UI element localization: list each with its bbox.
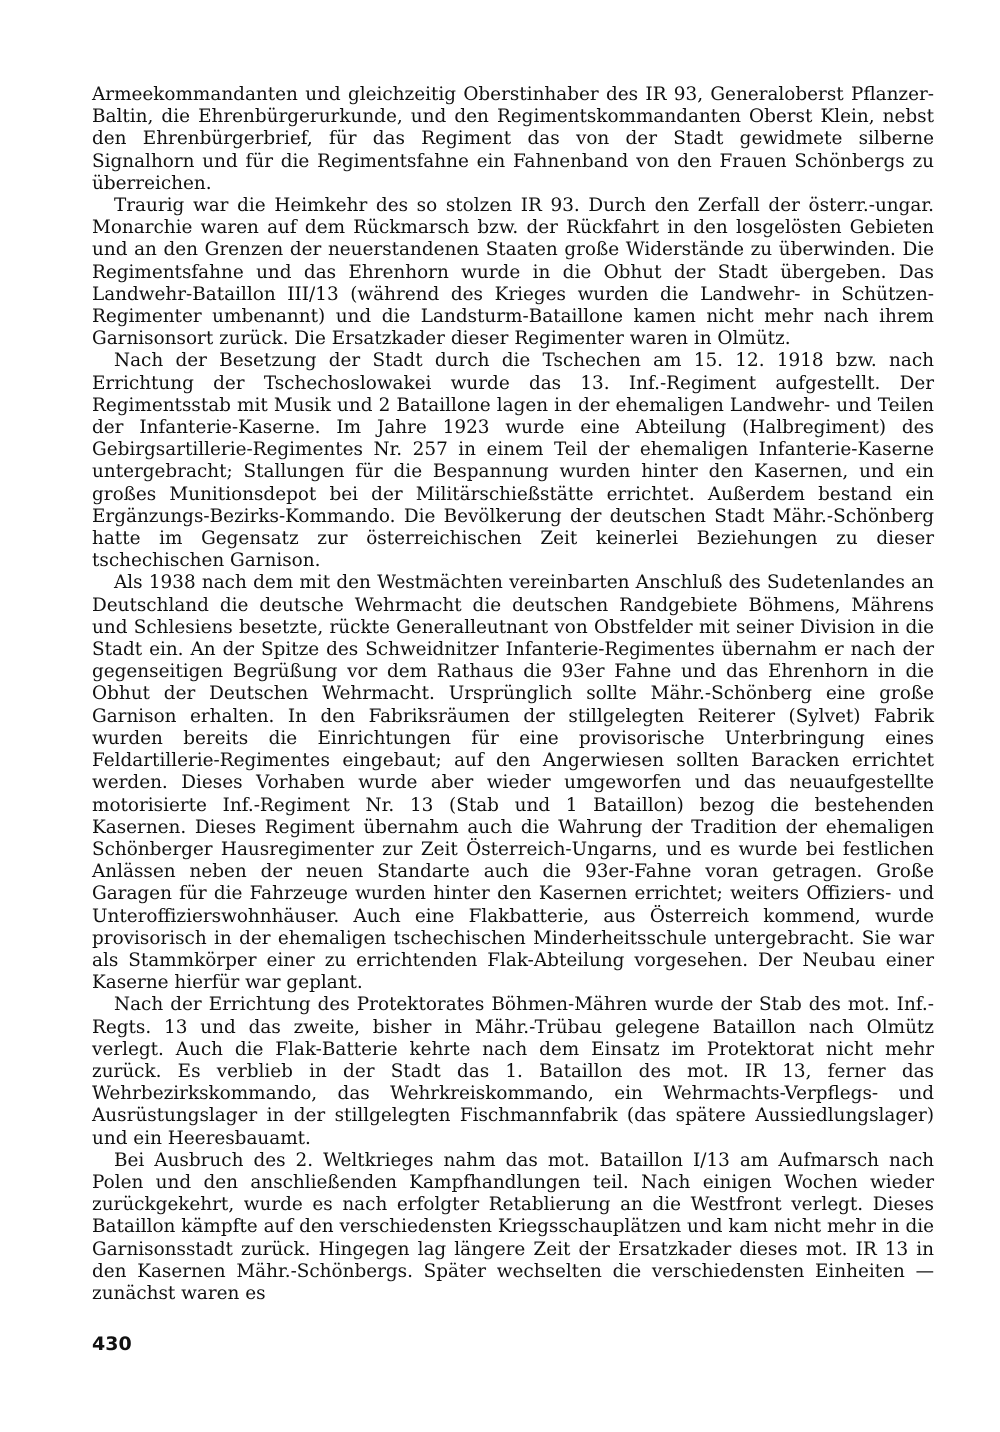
paragraph-1: Armeekommandanten und gleichzeitig Oberstinhaber des IR 93, Generaloberst Pflanzer-Baltin, die Ehrenbürgerurkunde, und den Regimentskommandanten Oberst Klein, nebst den Ehrenbürgerbrief, für das Regiment das von der Stadt gewidmete silberne Signalhorn und für die Regimentsfahne ein Fahnenband von den Frauen Schönbergs zu überreichen.	[92, 84, 934, 194]
paragraph-3: Nach der Besetzung der Stadt durch die Tschechen am 15. 12. 1918 bzw. nach Errichtung der Tschechoslowakei wurde das 13. Inf.-Regiment aufgestellt. Der Regimentsstab mit Musik und 2 Bataillone lagen in der ehemaligen Landwehr- und Teilen der Infanterie-Kaserne. Im Jahre 1923 wurde eine Abteilung (Halbregiment) des Gebirgsartillerie-Regimentes Nr. 257 in einem Teil der ehemaligen Infanterie-Kaserne untergebracht; Stallungen für die Bespannung wurden hinter den Kasernen, und ein großes Munitionsdepot bei der Militärschießstätte errichtet. Außerdem bestand ein Ergänzungs-Bezirks-Kommando. Die Bevölkerung der deutschen Stadt Mähr.-Schönberg hatte im Gegensatz zur österreichischen Zeit keinerlei Beziehungen zu dieser tschechischen Garnison.	[92, 350, 934, 572]
paragraph-6: Bei Ausbruch des 2. Weltkrieges nahm das mot. Bataillon I/13 am Aufmarsch nach Polen und den anschließenden Kampfhandlungen teil. Nach einigen Wochen wieder zurückgekehrt, wurde es nach erfolgter Retablierung an die Westfront verlegt. Dieses Bataillon kämpfte auf den verschiedensten Kriegsschauplätzen und kam nicht mehr in die Garnisonsstadt zurück. Hingegen lag längere Zeit der Ersatzkader dieses mot. IR 13 in den Kasernen Mähr.-Schönbergs. Später wechselten die verschiedensten Einheiten — zunächst waren es	[92, 1149, 934, 1304]
paragraph-4: Als 1938 nach dem mit den Westmächten vereinbarten Anschluß des Sudetenlandes an Deutschland die deutsche Wehrmacht die deutschen Randgebiete Böhmens, Mährens und Schlesiens besetzte, rückte Generalleutnant von Obstfelder mit seiner Division in die Stadt ein. An der Spitze des Schweidnitzer Infanterie-Regimentes übernahm er nach der gegenseitigen Begrüßung vor dem Rathaus die 93er Fahne und das Ehrenhorn in die Obhut der Deutschen Wehrmacht. Ursprünglich sollte Mähr.-Schönberg eine große Garnison erhalten. In den Fabriksräumen der stillgelegten Reiterer (Sylvet) Fabrik wurden bereits die Einrichtungen für eine provisorische Unterbringung eines Feldartillerie-Regimentes eingebaut; auf den Angerwiesen sollten Baracken errichtet werden. Dieses Vorhaben wurde aber wieder umgeworfen und das neuaufgestellte motorisierte Inf.-Regiment Nr. 13 (Stab und 1 Bataillon) bezog die bestehenden Kasernen. Dieses Regiment übernahm auch die Wahrung der Tradition der ehemaligen Schönberger Hausregimenter zur Zeit Österreich-Ungarns, und es wurde bei festlichen Anlässen neben der neuen Standarte auch die 93er-Fahne voran getragen. Große Garagen für die Fahrzeuge wurden hinter den Kasernen errichtet; weiters Offiziers- und Unteroffizierswohnhäuser. Auch eine Flakbatterie, aus Österreich kommend, wurde provisorisch in der ehemaligen tschechischen Minderheitsschule untergebracht. Sie war als Stammkörper einer zu errichtenden Flak-Abteilung vorgesehen. Der Neubau einer Kaserne hierfür war geplant.	[92, 572, 934, 994]
paragraph-5: Nach der Errichtung des Protektorates Böhmen-Mähren wurde der Stab des mot. Inf.-Regts. 13 und das zweite, bisher in Mähr.-Trübau gelegene Bataillon nach Olmütz verlegt. Auch die Flak-Batterie kehrte nach dem Einsatz im Protektorat nicht mehr zurück. Es verblieb in der Stadt das 1. Bataillon des mot. IR 13, ferner das Wehrbezirkskommando, das Wehrkreiskommando, ein Wehrmachts-Verpflegs- und Ausrüstungslager in der stillgelegten Fischmannfabrik (das spätere Aussiedlungslager) und ein Heeresbauamt.	[92, 994, 934, 1149]
page-body	[92, 84, 934, 1305]
paragraph-2: Traurig war die Heimkehr des so stolzen IR 93. Durch den Zerfall der österr.-ungar. Monarchie waren auf dem Rückmarsch bzw. der Rückfahrt in den losgelösten Gebieten und an den Grenzen der neuerstandenen Staaten große Widerstände zu überwinden. Die Regimentsfahne und das Ehrenhorn wurde in die Obhut der Stadt übergeben. Das Landwehr-Bataillon III/13 (während des Krieges wurden die Landwehr- in Schützen-Regimenter umbenannt) und die Landsturm-Bataillone kamen nicht mehr nach ihrem Garnisonsort zurück. Die Ersatzkader dieser Regimenter waren in Olmütz.	[92, 195, 934, 350]
page-number: 430	[92, 1333, 132, 1355]
